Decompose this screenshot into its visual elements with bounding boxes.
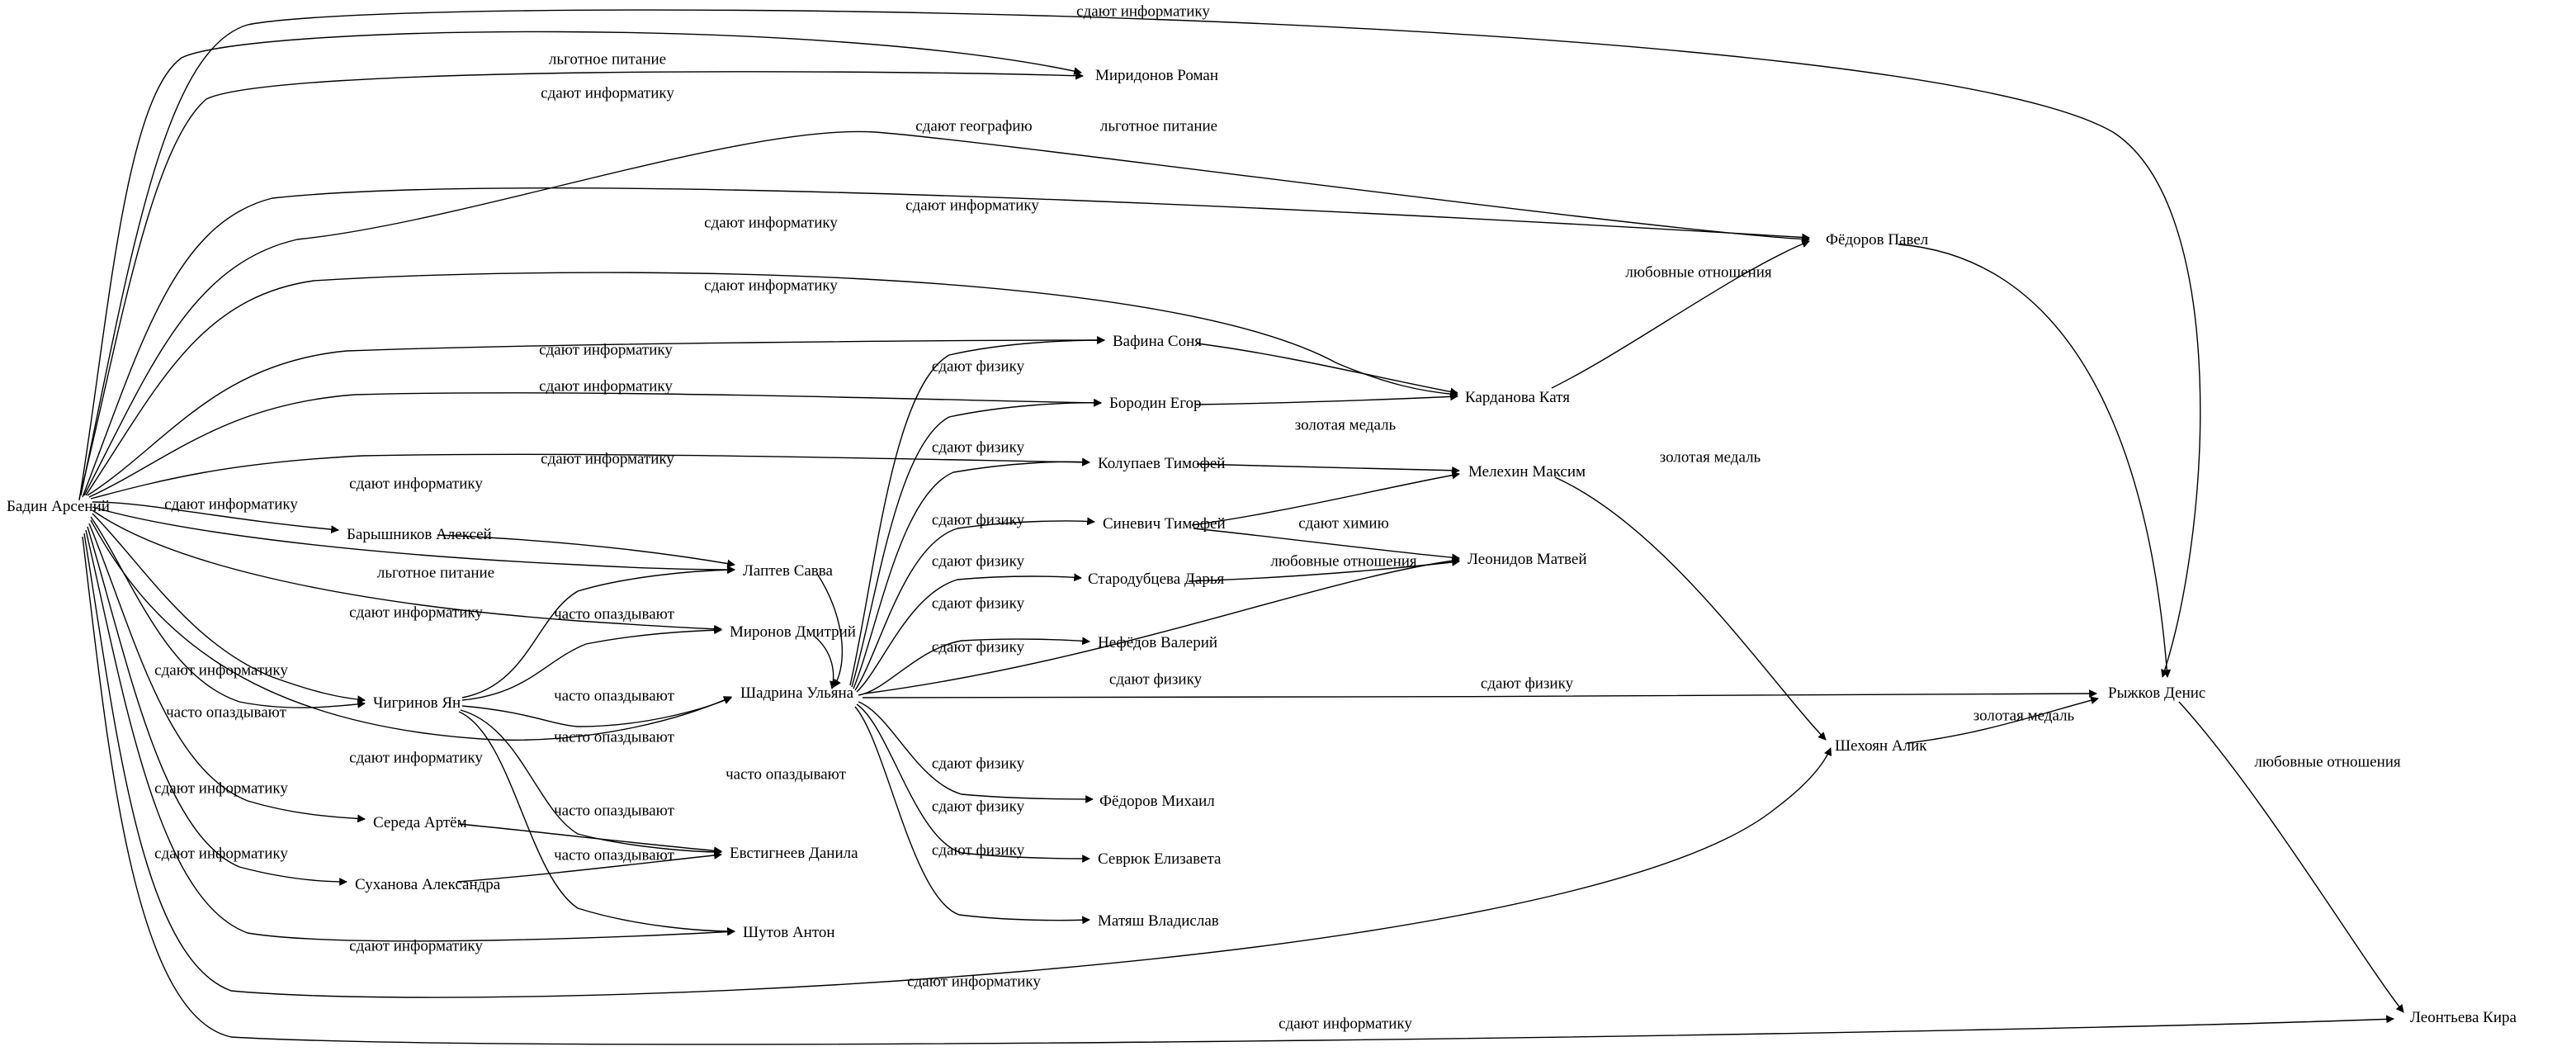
- graph-edge-label: сдают информатику: [1076, 2, 1210, 21]
- graph-edge-label: сдают физику: [931, 438, 1025, 457]
- graph-node-label[interactable]: Евстигнеев Данила: [730, 845, 858, 862]
- graph-edge-label: сдают информатику: [541, 450, 674, 468]
- graph-edge-label: сдают физику: [931, 798, 1025, 816]
- graph-edge-label: сдают химию: [1298, 514, 1389, 533]
- graph-node-label[interactable]: Шехоян Алик: [1835, 737, 1927, 755]
- graph-edge-label: сдают информатику: [539, 377, 673, 395]
- graph-edge: [814, 636, 834, 689]
- graph-edge-label: любовные отношения: [1625, 263, 1772, 282]
- graph-node-label[interactable]: Шутов Антон: [743, 924, 835, 941]
- graph-edge: [2179, 702, 2403, 1012]
- graph-edge-label: сдают физику: [931, 594, 1025, 613]
- graph-node-label[interactable]: Матяш Владислав: [1098, 912, 1219, 930]
- graph-edge-label: часто опаздывают: [554, 846, 674, 864]
- graph-node-label[interactable]: Карданова Катя: [1465, 389, 1570, 406]
- graph-edge-label: часто опаздывают: [554, 802, 674, 820]
- graph-edge-label: золотая медаль: [1294, 416, 1397, 434]
- graph-node-label[interactable]: Суханова Александра: [355, 876, 501, 893]
- graph-edge-label: часто опаздывают: [554, 687, 674, 705]
- graph-node-label[interactable]: Бадин Арсений: [7, 498, 110, 515]
- graph-edge-label: золотая медаль: [1659, 448, 1761, 466]
- graph-edge: [863, 694, 2096, 698]
- graph-node-label[interactable]: Барышников Алексей: [347, 526, 492, 543]
- graph-node-label[interactable]: Фёдоров Павел: [1826, 231, 1929, 249]
- graph-edge-label: сдают информатику: [349, 749, 483, 767]
- graph-node-label[interactable]: Миронов Дмитрий: [730, 623, 856, 641]
- graph-edge-label: льготное питание: [376, 564, 495, 582]
- graph-edge-label: сдают информатику: [1279, 1015, 1412, 1033]
- graph-node-label[interactable]: Фёдоров Михаил: [1099, 793, 1215, 810]
- graph-edge-label: сдают физику: [1480, 675, 1574, 693]
- graph-edge-label: сдают информатику: [349, 475, 483, 493]
- graph-edge-label: льготное питание: [548, 50, 667, 69]
- graph-node-label[interactable]: Чигринов Ян: [373, 694, 461, 712]
- graph-edge-label: сдают географию: [915, 117, 1033, 135]
- graph-edge-label: льготное питание: [1099, 117, 1218, 135]
- graph-edge-label: сдают информатику: [539, 341, 673, 359]
- graph-node-label[interactable]: Середа Артём: [373, 814, 467, 831]
- graph-edge-label: сдают информатику: [541, 84, 674, 102]
- graph-edge-label: сдают информатику: [154, 845, 288, 863]
- graph-edge-label: часто опаздывают: [554, 605, 674, 623]
- graph-edge: [857, 704, 1089, 859]
- graph-edge-label: сдают информатику: [154, 779, 288, 798]
- graph-edge-label: любовные отношения: [2254, 753, 2401, 771]
- graph-node-label[interactable]: Шадрина Ульяна: [740, 684, 854, 702]
- graph-edge-label: сдают информатику: [349, 604, 483, 622]
- graph-edge-label: часто опаздывают: [554, 728, 674, 746]
- graph-edge: [1898, 244, 2167, 677]
- graph-node-label[interactable]: Колупаев Тимофей: [1098, 455, 1226, 472]
- graph-edge: [1555, 477, 1826, 740]
- graph-edge-label: часто опаздывают: [726, 765, 846, 784]
- graph-edge-label: сдают физику: [931, 358, 1025, 376]
- graph-edge: [1197, 343, 1458, 393]
- graph-node-label[interactable]: Севрюк Елизавета: [1098, 850, 1222, 868]
- graph-node-label[interactable]: Стародубцева Дарья: [1088, 571, 1225, 588]
- graph-edge: [79, 31, 1081, 500]
- graph-edge-label: часто опаздывают: [166, 703, 286, 722]
- graph-edge-label: сдают информатику: [154, 661, 288, 680]
- graph-edge-label: сдают физику: [931, 755, 1025, 773]
- graph-edge-label: сдают физику: [931, 638, 1025, 656]
- graph-edge: [1197, 464, 1459, 471]
- graph-edge: [1195, 396, 1458, 405]
- graph-edge-label: сдают информатику: [907, 973, 1041, 991]
- graph-node-label[interactable]: Миридонов Роман: [1095, 67, 1219, 84]
- graph-node-label[interactable]: Рыжков Денис: [2108, 684, 2206, 702]
- graph-edge-label: сдают физику: [1108, 670, 1203, 689]
- graph-node-label[interactable]: Леонтьева Кира: [2410, 1009, 2517, 1026]
- graph-edge: [462, 570, 735, 698]
- graph-edge-label: сдают физику: [931, 552, 1025, 571]
- graph-edge-label: сдают информатику: [704, 214, 838, 232]
- graph-edge-label: сдают информатику: [905, 197, 1039, 215]
- graph-node-label[interactable]: Лаптев Савва: [743, 562, 833, 580]
- graph-edge-label: сдают информатику: [349, 937, 483, 955]
- graph-edge: [79, 72, 1083, 499]
- graph-node-label[interactable]: Бородин Егор: [1109, 395, 1202, 412]
- graph-edge-label: сдают информатику: [704, 277, 838, 295]
- graph-node-label[interactable]: Вафина Соня: [1113, 333, 1203, 350]
- graph-edge-label: золотая медаль: [1973, 707, 2075, 725]
- graph-edge-label: любовные отношения: [1270, 552, 1417, 571]
- graph-edge: [86, 272, 1458, 495]
- graph-edge-label: сдают физику: [931, 511, 1025, 529]
- graph-edge-label: сдают информатику: [164, 495, 298, 514]
- graph-edge: [858, 702, 1093, 799]
- graph-node-label[interactable]: Мелехин Максим: [1468, 463, 1586, 481]
- graph-edge: [857, 576, 1081, 692]
- graph-node-label[interactable]: Нефёдов Валерий: [1098, 634, 1218, 651]
- graph-edge-label: сдают физику: [931, 841, 1025, 859]
- graph-node-label[interactable]: Синевич Тимофей: [1103, 515, 1226, 533]
- graph-node-label[interactable]: Леонидов Матвей: [1468, 551, 1587, 568]
